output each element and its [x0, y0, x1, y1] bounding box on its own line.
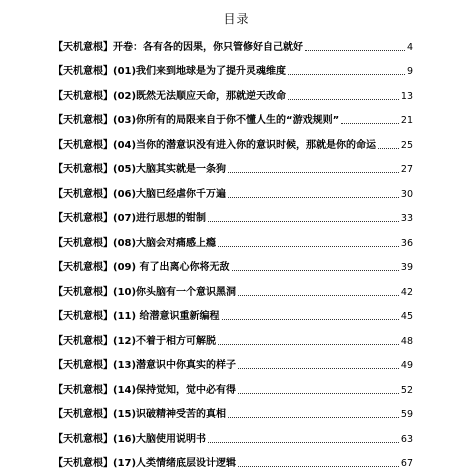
toc-entry-title: 【天机意根】(01)我们来到地球是为了提升灵魂维度 — [53, 66, 287, 77]
dot-leader — [238, 466, 399, 467]
toc-entry-title: 【天机意根】(16)大脑使用说明书 — [53, 433, 207, 445]
toc-entry[interactable] — [53, 78, 413, 103]
toc-entry-page-number: 21 — [400, 115, 413, 126]
toc-entry[interactable] — [53, 274, 413, 299]
toc-entry-page-number: 49 — [400, 360, 413, 371]
toc-entry-page-number: 4 — [406, 41, 413, 53]
toc-entry-page-number: 25 — [400, 139, 413, 151]
toc-entry-page-number: 42 — [400, 286, 413, 298]
dot-leader — [208, 442, 399, 443]
toc-entry-page-number: 67 — [400, 458, 413, 469]
toc-entry-title: 【天机意根】(17)人类情绪底层设计逻辑 — [53, 458, 237, 469]
toc-entry-page-number: 52 — [400, 384, 413, 396]
toc-entry-page-number: 33 — [400, 213, 413, 224]
toc-entry-page-number: 30 — [400, 188, 413, 200]
toc-entry-title: 【天机意根】(14)保持觉知，觉中必有得 — [53, 384, 237, 396]
toc-list — [53, 29, 413, 470]
dot-leader — [228, 172, 399, 173]
dot-leader — [378, 148, 399, 149]
toc-entry-page-number: 45 — [400, 311, 413, 322]
toc-entry[interactable] — [53, 201, 413, 226]
toc-entry[interactable] — [53, 176, 413, 201]
toc-entry[interactable] — [53, 348, 413, 373]
toc-entry-page-number: 36 — [400, 237, 413, 249]
dot-leader — [228, 417, 399, 418]
toc-entry-title: 【天机意根】(13)潜意识中你真实的样子 — [53, 360, 237, 371]
dot-leader — [218, 246, 399, 247]
toc-entry[interactable] — [53, 446, 413, 471]
toc-entry-title: 【天机意根】(11) 给潜意识重新编程 — [53, 311, 220, 322]
toc-entry-title: 【天机意根】(08)大脑会对痛感上瘾 — [53, 237, 217, 249]
toc-entry-title: 【天机意根】开卷：各有各的因果，你只管修好自己就好 — [53, 41, 303, 53]
dot-leader — [222, 319, 399, 320]
toc-entry[interactable] — [53, 152, 413, 177]
toc-entry[interactable] — [53, 323, 413, 348]
toc-entry-title: 【天机意根】(07)进行思想的钳制 — [53, 213, 207, 224]
toc-entry[interactable] — [53, 250, 413, 275]
toc-entry[interactable] — [53, 397, 413, 422]
toc-entry-title: 【天机意根】(10)你头脑有一个意识黑洞 — [53, 286, 237, 298]
dot-leader — [238, 295, 399, 296]
dot-leader — [288, 74, 405, 75]
toc-entry-title: 【天机意根】(04)当你的潜意识没有进入你的意识时候，那就是你的命运 — [53, 139, 377, 151]
dot-leader — [232, 270, 399, 271]
dot-leader — [218, 344, 399, 345]
toc-entry[interactable] — [53, 127, 413, 152]
toc-entry[interactable] — [53, 103, 413, 128]
toc-entry[interactable] — [53, 421, 413, 446]
toc-entry-title: 【天机意根】(05)大脑其实就是一条狗 — [53, 164, 227, 175]
toc-entry-title: 【天机意根】(12)不着于相方可解脱 — [53, 335, 217, 347]
toc-entry-title: 【天机意根】(15)识破精神受苦的真相 — [53, 409, 227, 420]
toc-entry-page-number: 59 — [400, 409, 413, 420]
dot-leader — [238, 368, 399, 369]
toc-entry[interactable] — [53, 225, 413, 250]
toc-entry[interactable] — [53, 299, 413, 324]
dot-leader — [238, 393, 399, 394]
toc-entry-page-number: 48 — [400, 335, 413, 347]
dot-leader — [228, 197, 399, 198]
dot-leader — [341, 123, 399, 124]
dot-leader — [305, 50, 405, 51]
toc-entry-title: 【天机意根】(02)既然无法顺应天命，那就逆天改命 — [53, 90, 287, 102]
toc-entry[interactable] — [53, 372, 413, 397]
toc-entry-title: 【天机意根】(09) 有了出离心你将无敌 — [53, 262, 230, 273]
toc-entry-title: 【天机意根】(03)你所有的局限来自于你不懂人生的“游戏规则” — [53, 115, 340, 126]
toc-entry[interactable] — [53, 54, 413, 79]
toc-entry-title: 【天机意根】(06)大脑已经虐你千万遍 — [53, 188, 227, 200]
toc-entry-page-number: 13 — [400, 90, 413, 102]
dot-leader — [288, 99, 399, 100]
toc-entry-page-number: 39 — [400, 262, 413, 273]
toc-title: 目录 — [223, 12, 250, 26]
toc-entry-page-number: 9 — [406, 66, 413, 77]
toc-entry-page-number: 27 — [400, 164, 413, 175]
toc-entry[interactable] — [53, 29, 413, 54]
dot-leader — [208, 221, 399, 222]
toc-entry-page-number: 63 — [400, 433, 413, 445]
